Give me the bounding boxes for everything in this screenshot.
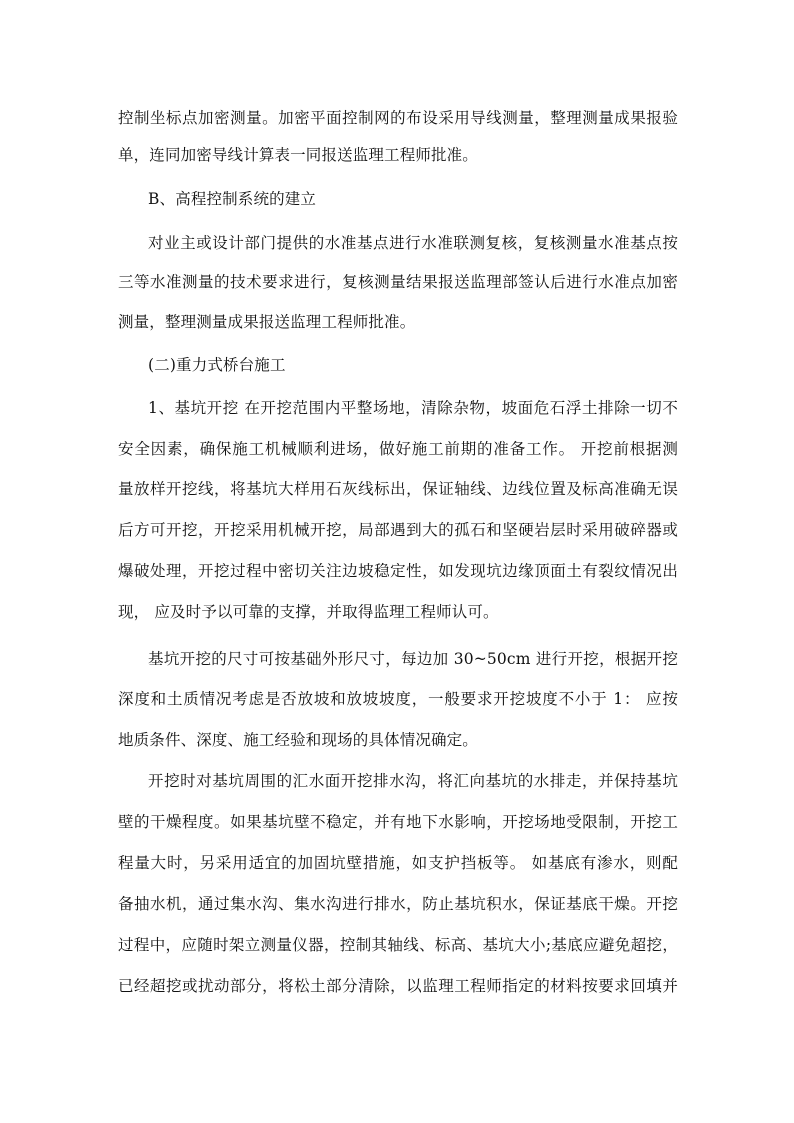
text-line: 安全因素，确保施工机械顺利进场，做好施工前期的准备工作。 开挖前根据测	[118, 440, 678, 458]
section-heading: B、高程控制系统的建立	[148, 190, 317, 208]
text-line: 过程中，应随时架立测量仪器，控制其轴线、标高、基坑大小;基底应避免超挖，	[118, 936, 678, 954]
text-line: 开挖时对基坑周围的汇水面开挖排水沟，将汇向基坑的水排走，并保持基坑	[148, 772, 678, 790]
text-line: 量放样开挖线，将基坑大样用石灰线标出，保证轴线、边线位置及标高准确无误	[118, 480, 678, 498]
text-line: 三等水准测量的技术要求进行，复核测量结果报送监理部签认后进行水准点加密	[118, 273, 678, 291]
text-line: 程量大时，另采用适宜的加固坑壁措施，如支护挡板等。 如基底有渗水，则配	[118, 854, 678, 872]
text-line: 壁的干燥程度。如果基坑壁不稳定，并有地下水影响，开挖场地受限制，开挖工	[118, 813, 678, 831]
text-line: 地质条件、深度、施工经验和现场的具体情况确定。	[118, 731, 478, 749]
text-line: 备抽水机，通过集水沟、集水沟进行排水，防止基坑积水，保证基底干燥。开挖	[118, 895, 678, 913]
text-line: 单，连同加密导线计算表一同报送监理工程师批准。	[118, 146, 478, 164]
text-line: 1、基坑开挖 在开挖范围内平整场地，清除杂物，坡面危石浮土排除一切不	[148, 399, 678, 417]
text-line: 深度和土质情况考虑是否放坡和放坡坡度，一般要求开挖坡度不小于 1： 应按	[118, 690, 678, 708]
text-line: 现， 应及时予以可靠的支撑，并取得监理工程师认可。	[118, 603, 499, 621]
text-line: 对业主或设计部门提供的水准基点进行水准联测复核，复核测量水准基点按	[148, 234, 678, 252]
section-heading: (二)重力式桥台施工	[148, 356, 286, 374]
text-line: 后方可开挖，开挖采用机械开挖，局部遇到大的孤石和坚硬岩层时采用破碎器或	[118, 521, 678, 539]
text-line: 爆破处理，开挖过程中密切关注边坡稳定性，如发现坑边缘顶面土有裂纹情况出	[118, 562, 678, 580]
text-line: 已经超挖或扰动部分，将松土部分清除，以监理工程师指定的材料按要求回填并	[118, 977, 678, 995]
text-line: 控制坐标点加密测量。加密平面控制网的布设采用导线测量，整理测量成果报验	[118, 109, 678, 127]
text-line: 基坑开挖的尺寸可按基础外形尺寸，每边加 30~50cm 进行开挖，根据开挖	[148, 650, 678, 668]
text-line: 测量，整理测量成果报送监理工程师批准。	[118, 313, 416, 331]
